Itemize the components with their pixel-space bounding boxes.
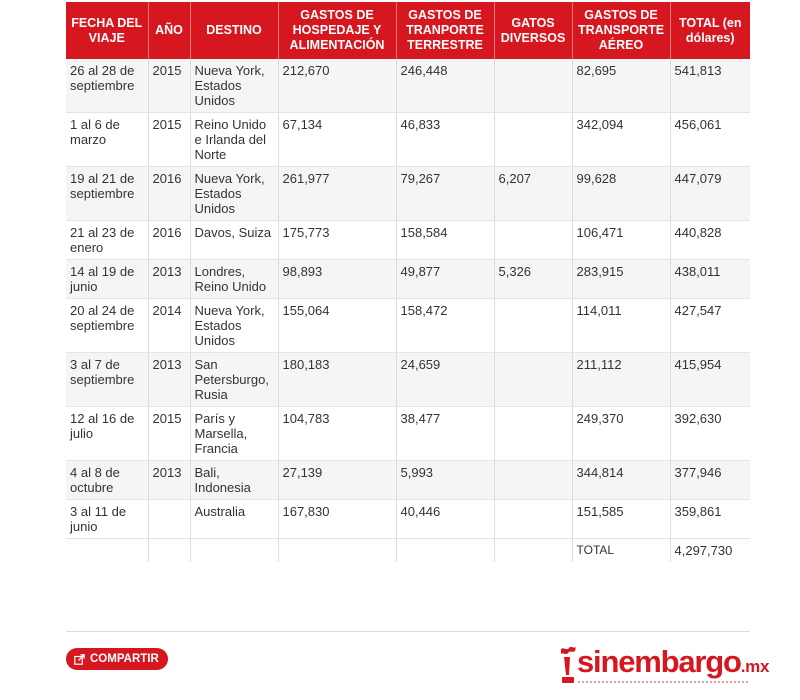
cell-destino: Reino Unido e Irlanda del Norte: [190, 113, 278, 167]
cell-aereo: 106,471: [572, 221, 670, 260]
cell-fecha: 3 al 11 de junio: [66, 500, 148, 539]
cell-anio: [148, 500, 190, 539]
cell-anio: 2013: [148, 461, 190, 500]
travel-expenses-table: [66, 2, 750, 562]
header-diversos: GATOS DIVERSOS: [494, 2, 572, 59]
table-row: [66, 299, 750, 353]
logo-tld: .mx: [740, 657, 770, 676]
table-header-row: [66, 2, 750, 59]
cell-diversos: [494, 461, 572, 500]
header-hospedaje: GASTOS DE HOSPEDAJE Y ALIMENTACIÓN: [278, 2, 396, 59]
logo-wordmark: [577, 645, 769, 684]
cell-fecha: 4 al 8 de octubre: [66, 461, 148, 500]
cell-diversos: [494, 59, 572, 113]
cell-terrestre: 40,446: [396, 500, 494, 539]
cell-destino: Australia: [190, 500, 278, 539]
cell-diversos: [494, 353, 572, 407]
cell-aereo: 99,628: [572, 167, 670, 221]
cell-anio: 2015: [148, 59, 190, 113]
cell-diversos: [494, 113, 572, 167]
cell-aereo: 249,370: [572, 407, 670, 461]
cell-diversos: 5,326: [494, 260, 572, 299]
cell-anio: 2016: [148, 167, 190, 221]
cell-aereo: 151,585: [572, 500, 670, 539]
cell-total: 359,861: [670, 500, 750, 539]
cell-anio: 2015: [148, 113, 190, 167]
cell-total: 447,079: [670, 167, 750, 221]
cell-hospedaje: 104,783: [278, 407, 396, 461]
cell-terrestre: 46,833: [396, 113, 494, 167]
cell-aereo: 283,915: [572, 260, 670, 299]
empty-cell: [66, 539, 148, 563]
cell-hospedaje: 180,183: [278, 353, 396, 407]
cell-diversos: [494, 299, 572, 353]
cell-total: 415,954: [670, 353, 750, 407]
table-row: [66, 407, 750, 461]
cell-terrestre: 158,472: [396, 299, 494, 353]
cell-terrestre: 24,659: [396, 353, 494, 407]
cell-destino: Bali, Indonesia: [190, 461, 278, 500]
cell-fecha: 14 al 19 de junio: [66, 260, 148, 299]
cell-aereo: 82,695: [572, 59, 670, 113]
cell-destino: Nueva York, Estados Unidos: [190, 299, 278, 353]
cell-diversos: [494, 221, 572, 260]
cell-total: 456,061: [670, 113, 750, 167]
table-row: [66, 260, 750, 299]
table-body: [66, 59, 750, 562]
cell-destino: Nueva York, Estados Unidos: [190, 59, 278, 113]
table-row: [66, 221, 750, 260]
cell-fecha: 19 al 21 de septiembre: [66, 167, 148, 221]
cell-diversos: 6,207: [494, 167, 572, 221]
header-fecha: FECHA DEL VIAJE: [66, 2, 148, 59]
cell-terrestre: 158,584: [396, 221, 494, 260]
cell-aereo: 114,011: [572, 299, 670, 353]
table-row: [66, 461, 750, 500]
cell-hospedaje: 212,670: [278, 59, 396, 113]
cell-anio: 2013: [148, 260, 190, 299]
cell-terrestre: 246,448: [396, 59, 494, 113]
cell-total: 392,630: [670, 407, 750, 461]
cell-fecha: 3 al 7 de septiembre: [66, 353, 148, 407]
header-destino: DESTINO: [190, 2, 278, 59]
cell-aereo: 344,814: [572, 461, 670, 500]
sinembargo-logo[interactable]: [558, 643, 770, 689]
cell-fecha: 20 al 24 de septiembre: [66, 299, 148, 353]
cell-terrestre: 38,477: [396, 407, 494, 461]
table-row: [66, 500, 750, 539]
share-icon: [74, 654, 85, 665]
header-aereo: GASTOS DE TRANSPORTE AÉREO: [572, 2, 670, 59]
header-anio: AÑO: [148, 2, 190, 59]
cell-destino: Nueva York, Estados Unidos: [190, 167, 278, 221]
expenses-table-container: [66, 2, 750, 562]
cell-total: 438,011: [670, 260, 750, 299]
total-row: [66, 539, 750, 563]
empty-cell: [148, 539, 190, 563]
cell-fecha: 21 al 23 de enero: [66, 221, 148, 260]
cell-hospedaje: 155,064: [278, 299, 396, 353]
cell-destino: San Petersburgo, Rusia: [190, 353, 278, 407]
cell-diversos: [494, 407, 572, 461]
cell-total: 541,813: [670, 59, 750, 113]
logo-name: sinembargo: [577, 644, 741, 679]
cell-fecha: 26 al 28 de septiembre: [66, 59, 148, 113]
share-button[interactable]: [66, 648, 168, 670]
cell-hospedaje: 167,830: [278, 500, 396, 539]
cell-hospedaje: 175,773: [278, 221, 396, 260]
cell-total: 377,946: [670, 461, 750, 500]
share-label: COMPARTIR: [90, 653, 159, 665]
empty-cell: [396, 539, 494, 563]
table-row: [66, 167, 750, 221]
cell-hospedaje: 67,134: [278, 113, 396, 167]
cell-fecha: 1 al 6 de marzo: [66, 113, 148, 167]
cell-anio: 2014: [148, 299, 190, 353]
cell-destino: Londres, Reino Unido: [190, 260, 278, 299]
cell-anio: 2016: [148, 221, 190, 260]
total-value: 4,297,730: [670, 539, 750, 563]
table-row: [66, 59, 750, 113]
cell-hospedaje: 98,893: [278, 260, 396, 299]
cell-anio: 2015: [148, 407, 190, 461]
cell-anio: 2013: [148, 353, 190, 407]
table-row: [66, 113, 750, 167]
cell-destino: Davos, Suiza: [190, 221, 278, 260]
cell-total: 440,828: [670, 221, 750, 260]
cell-hospedaje: 27,139: [278, 461, 396, 500]
cell-fecha: 12 al 16 de julio: [66, 407, 148, 461]
cell-hospedaje: 261,977: [278, 167, 396, 221]
header-total: TOTAL (en dólares): [670, 2, 750, 59]
header-terrestre: GASTOS DE TRANPORTE TERRESTRE: [396, 2, 494, 59]
cell-terrestre: 79,267: [396, 167, 494, 221]
cell-terrestre: 5,993: [396, 461, 494, 500]
empty-cell: [278, 539, 396, 563]
cell-terrestre: 49,877: [396, 260, 494, 299]
empty-cell: [190, 539, 278, 563]
cell-diversos: [494, 500, 572, 539]
table-row: [66, 353, 750, 407]
empty-cell: [494, 539, 572, 563]
footer-divider: [66, 631, 750, 632]
logo-underline: [578, 681, 748, 686]
total-label: TOTAL: [572, 539, 670, 563]
cell-aereo: 211,112: [572, 353, 670, 407]
cell-aereo: 342,094: [572, 113, 670, 167]
cell-destino: París y Marsella, Francia: [190, 407, 278, 461]
cell-total: 427,547: [670, 299, 750, 353]
